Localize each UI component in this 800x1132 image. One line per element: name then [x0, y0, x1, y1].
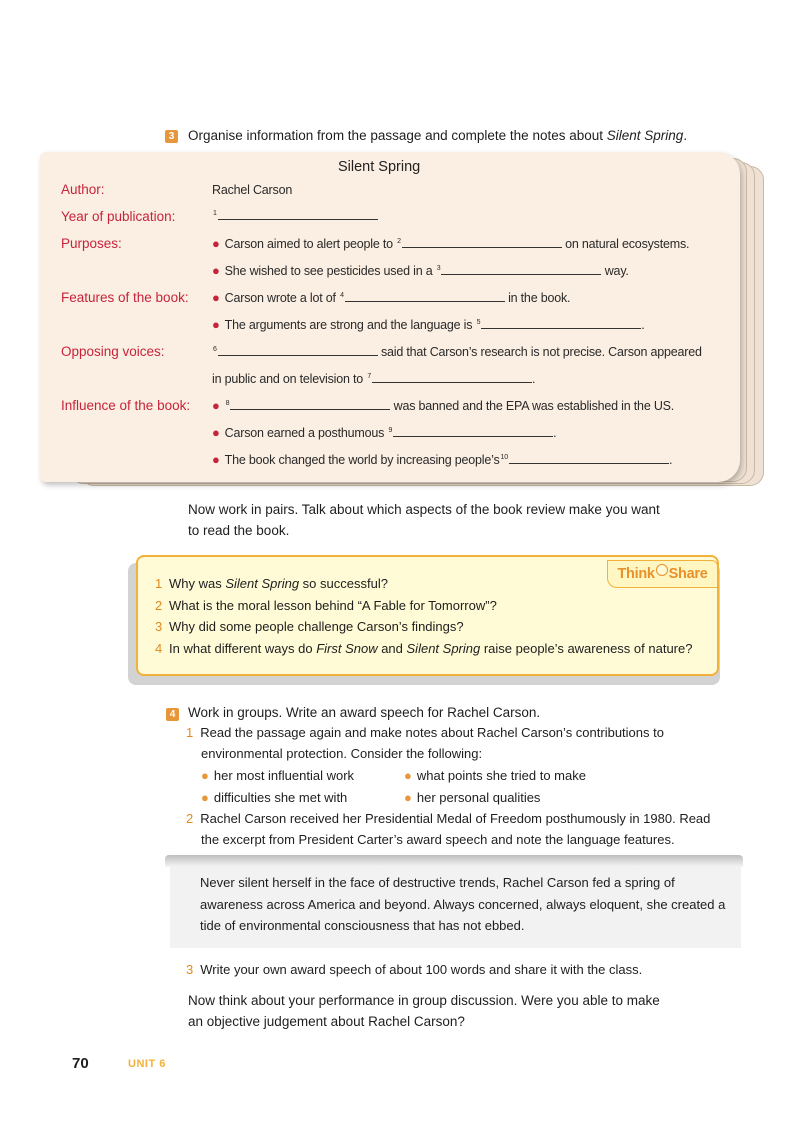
question-1: 1 Why was Silent Spring so successful?: [155, 576, 388, 591]
bullet-icon: ●: [201, 768, 209, 783]
notes-title: Silent Spring: [338, 159, 421, 175]
question-3: 3 Why did some people challenge Carson’s findings?: [155, 619, 464, 634]
instruction-book-title: Silent Spring: [606, 128, 684, 143]
opposing-line-1: $^6$ said that Carson’s research is not precise. Carson appeared: [213, 345, 702, 359]
speech-excerpt: Never silent herself in the face of destructive trends, Rachel Carson fed a spring of awareness across America and beyond. Always concerned, always eloquent, she created a tide of environmental consciousness that has not ebbed.: [200, 875, 726, 933]
blank-8[interactable]: [230, 398, 390, 410]
blank-6[interactable]: [218, 344, 378, 356]
feature-2: ● The arguments are strong and the language is $^5$ .: [212, 317, 645, 332]
year-label: Year of publication:: [61, 209, 176, 224]
feature-1: ● Carson wrote a lot of $^4$ in the book.: [212, 290, 571, 305]
step-1: 1 Read the passage again and make notes about Rachel Carson’s contributions to: [186, 725, 664, 740]
step-2-line-2: the excerpt from President Carter’s award speech and note the language features.: [201, 832, 675, 847]
step-2: 2 Rachel Carson received her Presidential Medal of Freedom posthumously in 1980. Read: [186, 811, 711, 826]
features-label: Features of the book:: [61, 290, 189, 305]
step-1-line-2: environmental protection. Consider the following:: [201, 746, 483, 761]
step-3: 3 Write your own award speech of about 100 words and share it with the class.: [186, 962, 643, 977]
bullet-icon: ●: [201, 790, 209, 805]
blank-7[interactable]: [372, 371, 532, 383]
pairs-instruction: Now work in pairs. Talk about which aspects of the book review make you want to read the book.: [188, 502, 660, 538]
influence-2: ● Carson earned a posthumous $^9$ .: [212, 425, 557, 440]
influence-3: ● The book changed the world by increasing $people’s^{10}$ .: [212, 452, 673, 467]
influence-label: Influence of the book:: [61, 398, 191, 413]
question-2: 2 What is the moral lesson behind “A Fable for Tomorrow”?: [155, 598, 497, 613]
bullet-icon: ●: [212, 425, 220, 440]
blank-9[interactable]: [393, 425, 553, 437]
section-4-instruction: Work in groups. Write an award speech for Rachel Carson.: [188, 705, 541, 720]
consider-bullet-2: ● what points she tried to make: [404, 768, 586, 783]
section-3-number: 3: [165, 130, 178, 143]
question-4: 4 In what different ways do First Snow and Silent Spring raise people’s awareness of nature?: [155, 641, 693, 656]
consider-bullet-3: ● difficulties she met with: [201, 790, 348, 805]
section-3-instruction: Organise information from the passage and complete the notes about Silent Spring.: [188, 128, 688, 143]
section-4-number: 4: [166, 708, 179, 721]
bullet-icon: ●: [212, 236, 220, 251]
opposing-label: Opposing voices:: [61, 344, 165, 359]
blank-1[interactable]: [218, 208, 378, 220]
bullet-icon: ●: [212, 317, 220, 332]
reflection-question: Now think about your performance in group discussion. Were you able to make an objective judgement about Rachel Carson?: [188, 993, 660, 1029]
bullet-icon: ●: [212, 263, 220, 278]
purpose-1: ● Carson aimed to alert people to $^2$ on natural ecosystems.: [212, 236, 690, 251]
think-share-badge: Think Share: [607, 560, 718, 588]
year-value: 1: [212, 208, 378, 223]
lightbulb-icon: [656, 564, 668, 576]
page-number: 70: [72, 1055, 89, 1072]
blank-5[interactable]: [481, 317, 641, 329]
blank-4[interactable]: [345, 290, 505, 302]
bullet-icon: ●: [212, 290, 220, 305]
consider-bullet-1: ● her most influential work: [201, 768, 355, 783]
purpose-2: ● She wished to see pesticides used in a $^3$ way.: [212, 263, 629, 278]
purposes-label: Purposes:: [61, 236, 122, 251]
opposing-line-2: in public and on television to $^7$ .: [212, 372, 536, 386]
blank-10[interactable]: [509, 452, 669, 464]
blank-2[interactable]: [402, 236, 562, 248]
influence-1: ● $^8$ was banned and the EPA was established in the US.: [212, 398, 675, 413]
author-label: Author:: [61, 182, 105, 197]
bullet-icon: ●: [212, 452, 220, 467]
consider-bullet-4: ● her personal qualities: [404, 790, 541, 805]
unit-label: UNIT 6: [128, 1058, 166, 1070]
bullet-icon: ●: [212, 398, 220, 413]
bullet-icon: ●: [404, 790, 412, 805]
blank-3[interactable]: [441, 263, 601, 275]
bullet-icon: ●: [404, 768, 412, 783]
author-value: Rachel Carson: [212, 183, 293, 197]
